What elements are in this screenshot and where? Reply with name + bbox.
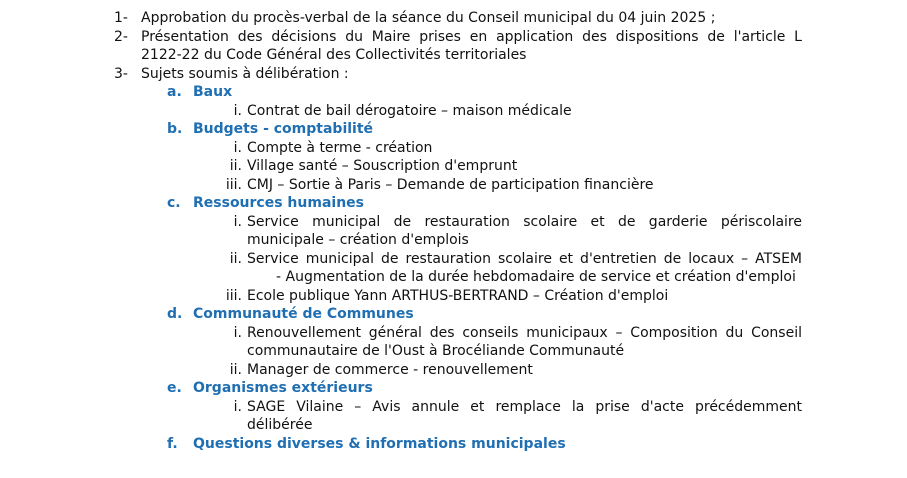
section-letter: e. (167, 380, 182, 396)
sub-item-number: i. (233, 139, 242, 156)
sub-item (0, 324, 907, 361)
sub-item (0, 213, 907, 250)
sub-item-number: ii. (229, 250, 242, 267)
agenda-document (0, 9, 907, 453)
agenda-item-1 (0, 9, 907, 28)
sub-item-text-continued: communautaire de l'Oust à Brocéliande Communauté (247, 343, 625, 359)
section-title: Budgets - comptabilité (193, 121, 374, 137)
sub-item-text: Manager de commerce - renouvellement (247, 361, 533, 378)
section-heading-budgets (0, 120, 907, 139)
sub-item (0, 250, 907, 287)
sub-item-text: SAGE Vilaine – Avis annule et remplace la prise d'acte précédemment (247, 398, 802, 415)
sub-item-number: iii. (225, 176, 242, 193)
sub-item (0, 139, 907, 158)
section-heading-questions-diverses (0, 435, 907, 454)
sub-item-text-block (247, 213, 802, 250)
sub-item-text-block (247, 324, 802, 361)
sub-item-number: i. (233, 398, 242, 415)
section-letter: b. (167, 121, 183, 137)
sub-item-text-continued: municipale – création d'emplois (247, 232, 469, 248)
section-title: Communauté de Communes (193, 306, 414, 322)
sub-item-text: Renouvellement général des conseils municipaux – Composition du Conseil (247, 324, 802, 341)
sub-item-number: i. (233, 102, 242, 119)
sub-item-text: Service municipal de restauration scolaire et de garderie périscolaire (247, 213, 802, 230)
section-heading-baux (0, 83, 907, 102)
sub-item-text: Ecole publique Yann ARTHUS-BERTRAND – Création d'emploi (247, 287, 669, 304)
section-title: Baux (193, 84, 233, 100)
sub-item-number: i. (233, 213, 242, 230)
sub-item-text: Service municipal de restauration scolaire et d'entretien de locaux – ATSEM (247, 250, 802, 267)
agenda-text: Sujets soumis à délibération : (141, 65, 349, 82)
sub-item-text: Contrat de bail dérogatoire – maison médicale (247, 102, 572, 119)
section-title: Organismes extérieurs (193, 380, 373, 396)
section-heading-communaute (0, 305, 907, 324)
sub-item-number: ii. (229, 361, 242, 378)
sub-item-text: Compte à terme - création (247, 139, 433, 156)
sub-item (0, 361, 907, 380)
agenda-text: Présentation des décisions du Maire prises en application des dispositions de l'article L (141, 28, 802, 45)
section-letter: a. (167, 84, 182, 100)
agenda-item-2-continued (0, 46, 907, 65)
sub-item (0, 287, 907, 306)
sub-item (0, 398, 907, 435)
agenda-number: 3- (114, 65, 128, 82)
agenda-item-3 (0, 65, 907, 84)
sub-item-text-continued: - Augmentation de la durée hebdomadaire de service et création d'emploi (276, 269, 796, 285)
sub-item (0, 102, 907, 121)
section-heading-ressources-humaines (0, 194, 907, 213)
agenda-number: 1- (114, 10, 128, 26)
section-letter: c. (167, 195, 181, 211)
sub-item-text-continued: délibérée (247, 417, 313, 433)
sub-item-text: Village santé – Souscription d'emprunt (247, 158, 518, 174)
sub-item-number: iii. (225, 287, 242, 304)
agenda-text: Approbation du procès-verbal de la séance du Conseil municipal du 04 juin 2025 ; (141, 10, 716, 26)
section-title: Questions diverses & informations municipales (193, 435, 566, 452)
sub-item-text-block (247, 398, 802, 435)
agenda-item-2 (0, 28, 907, 47)
section-title: Ressources humaines (193, 195, 364, 211)
section-letter: f. (167, 435, 178, 452)
sub-item (0, 157, 907, 176)
sub-item-number: ii. (229, 158, 242, 174)
section-letter: d. (167, 306, 183, 322)
sub-item-text-block (247, 250, 802, 287)
sub-item (0, 176, 907, 195)
sub-item-number: i. (233, 324, 242, 341)
section-heading-organismes (0, 379, 907, 398)
sub-item-text: CMJ – Sortie à Paris – Demande de participation financière (247, 176, 654, 193)
agenda-number: 2- (114, 28, 128, 45)
agenda-text-continued: 2122-22 du Code Général des Collectivités territoriales (141, 47, 527, 63)
